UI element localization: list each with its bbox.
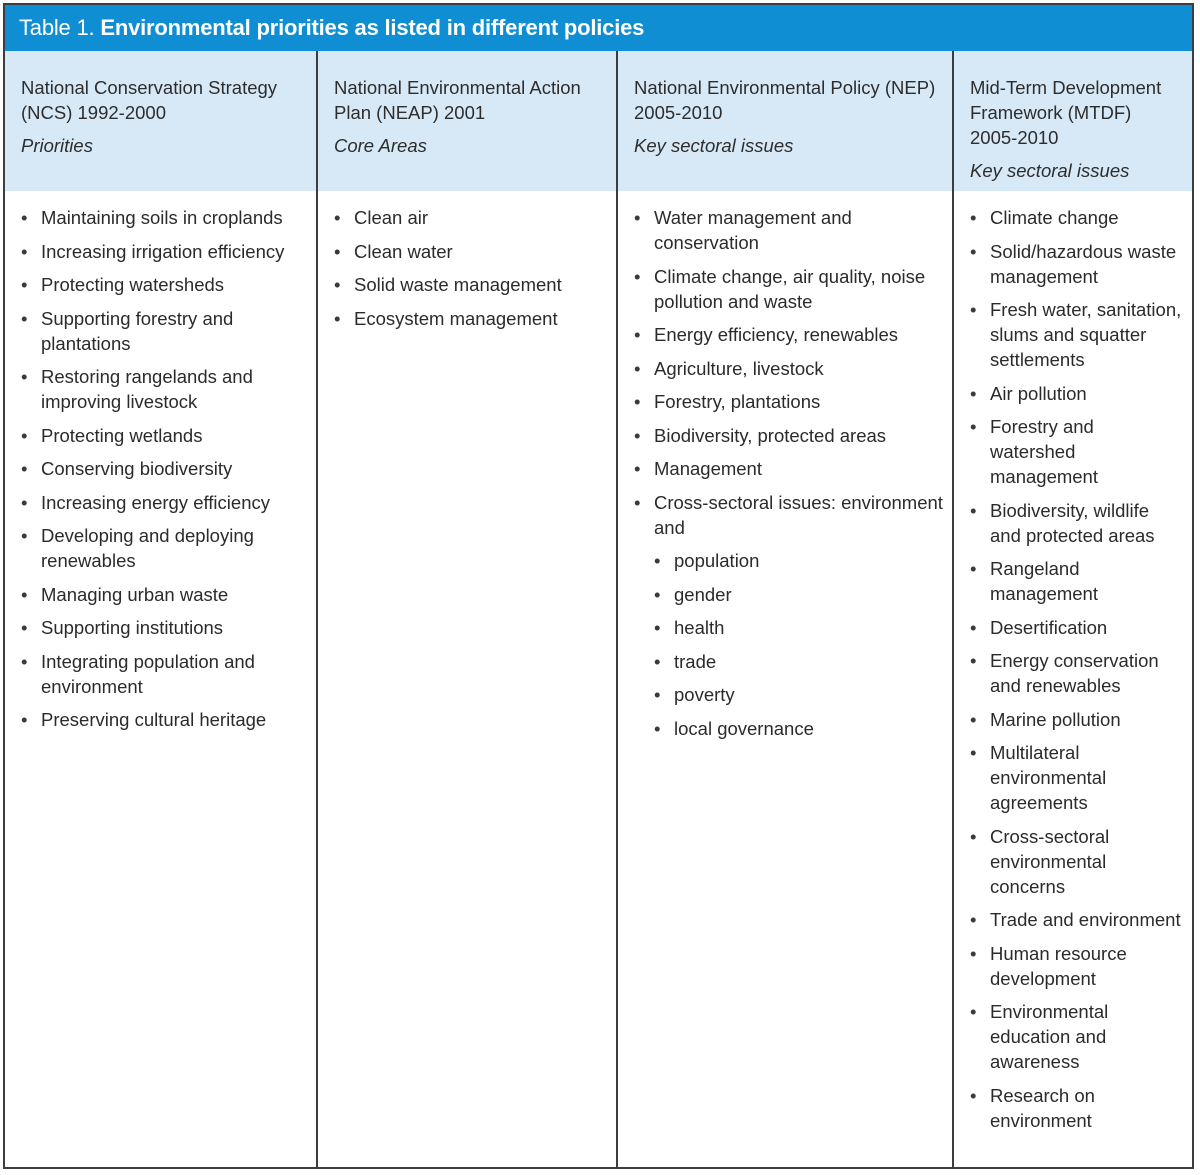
list-item: • Protecting wetlands: [19, 423, 308, 448]
list-item: • Desertification: [968, 615, 1184, 640]
list-item: • Conserving biodiversity: [19, 456, 308, 481]
list-item: • trade: [652, 649, 944, 674]
list-item: • Increasing energy efficiency: [19, 490, 308, 515]
list-item: • Forestry and watershed management: [968, 414, 1184, 489]
column-header: [618, 51, 952, 191]
list-item: • local governance: [652, 716, 944, 741]
column-mtdf: [954, 51, 1192, 1167]
list-item: • Biodiversity, protected areas: [632, 423, 944, 448]
column-subheading: Key sectoral issues: [970, 160, 1130, 181]
list-item: • Supporting institutions: [19, 615, 308, 640]
list-item: • Air pollution: [968, 381, 1184, 406]
list-item: • health: [652, 615, 944, 640]
list-item: • Water management and conservation: [632, 205, 944, 255]
list-item: • Trade and environment: [968, 907, 1184, 932]
column-nep: [618, 51, 954, 1167]
list-item: • Climate change, air quality, noise pollution and waste: [632, 264, 944, 314]
column-body: [618, 191, 952, 741]
table-number: Table 1.: [19, 15, 101, 40]
list-item: • Human resource development: [968, 941, 1184, 991]
list-item: • Maintaining soils in croplands: [19, 205, 308, 230]
list-item: • Solid/hazardous waste management: [968, 239, 1184, 289]
list-item: • Research on environment: [968, 1083, 1184, 1133]
list-item: • population: [652, 548, 944, 573]
bullet-list: [968, 205, 1184, 1133]
list-item: • Ecosystem management: [332, 306, 608, 331]
list-item: • Restoring rangelands and improving livestock: [19, 364, 308, 414]
column-subheading: Core Areas: [334, 135, 427, 156]
list-item: • Fresh water, sanitation, slums and squatter settlements: [968, 297, 1184, 372]
column-heading: National Environmental Policy (NEP) 2005-2010: [634, 77, 936, 123]
list-item: • Marine pollution: [968, 707, 1184, 732]
column-header: [5, 51, 316, 191]
list-item: • poverty: [652, 682, 944, 707]
list-item: • Energy conservation and renewables: [968, 648, 1184, 698]
column-subheading: Priorities: [21, 135, 93, 156]
column-body: [954, 191, 1192, 1133]
policy-table: [3, 3, 1194, 1169]
list-item: • Integrating population and environment: [19, 649, 308, 699]
list-item: • Agriculture, livestock: [632, 356, 944, 381]
bullet-list: [19, 205, 308, 732]
column-heading: National Conservation Strategy (NCS) 1992-2000: [21, 77, 278, 123]
column-header: [318, 51, 616, 191]
list-item: • Cross-sectoral environmental concerns: [968, 824, 1184, 899]
list-item: • Forestry, plantations: [632, 389, 944, 414]
list-item: • Developing and deploying renewables: [19, 523, 308, 573]
list-item: • Supporting forestry and plantations: [19, 306, 308, 356]
bullet-list: [632, 205, 944, 540]
list-item: • Biodiversity, wildlife and protected areas: [968, 498, 1184, 548]
column-neap: [318, 51, 618, 1167]
list-item: • Clean air: [332, 205, 608, 230]
column-heading: Mid-Term Development Framework (MTDF) 2005-2010: [970, 77, 1162, 148]
list-item: • Preserving cultural heritage: [19, 707, 308, 732]
bullet-list: [332, 205, 608, 331]
list-item: • Multilateral environmental agreements: [968, 740, 1184, 815]
list-item: • Increasing irrigation efficiency: [19, 239, 308, 264]
list-item: • gender: [652, 582, 944, 607]
table-title-bar: [5, 5, 1192, 51]
sub-bullet-list: [632, 548, 944, 741]
list-item: • Energy efficiency, renewables: [632, 322, 944, 347]
column-ncs: [5, 51, 318, 1167]
list-item: • Management: [632, 456, 944, 481]
list-item: • Climate change: [968, 205, 1184, 230]
column-heading: National Environmental Action Plan (NEAP) 2001: [334, 77, 581, 123]
list-item: • Environmental education and awareness: [968, 999, 1184, 1074]
column-subheading: Key sectoral issues: [634, 135, 794, 156]
list-item: • Protecting watersheds: [19, 272, 308, 297]
list-item: • Clean water: [332, 239, 608, 264]
table-title: Environmental priorities as listed in different policies: [100, 15, 645, 40]
list-item: • Rangeland management: [968, 556, 1184, 606]
list-item: • Cross-sectoral issues: environment and: [632, 490, 944, 540]
list-item: • Managing urban waste: [19, 582, 308, 607]
column-body: [318, 191, 616, 331]
table-columns: [5, 51, 1192, 1167]
list-item: • Solid waste management: [332, 272, 608, 297]
column-body: [5, 191, 316, 732]
column-header: [954, 51, 1192, 191]
